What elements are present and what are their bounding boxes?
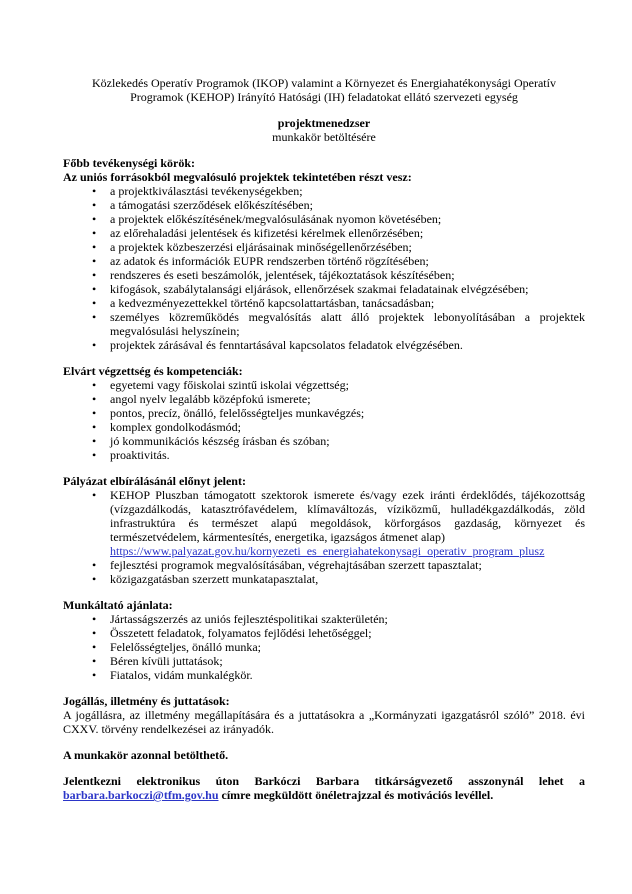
paragraph-text: Jelentkezni elektronikus úton Barkóczi Barbara titkárságvezető asszonynál lehet a bbox=[63, 774, 585, 788]
org-unit-line1: Közlekedés Operatív Programok (IKOP) valamint a Környezet és Energiahatékonysági Operatív bbox=[92, 76, 556, 90]
bullet-text: a projektek előkészítésének/megvalósulásának nyomon követésében; bbox=[110, 212, 442, 226]
list-item bbox=[110, 240, 585, 254]
bullet-text: projektek zárásával és fenntartásával kapcsolatos feladatok elvégzésében. bbox=[110, 338, 463, 352]
bullet-text: komplex gondolkodásmód; bbox=[110, 420, 241, 434]
list-item bbox=[110, 282, 585, 296]
list-item bbox=[110, 434, 585, 448]
list-item bbox=[110, 612, 585, 626]
list-item bbox=[110, 268, 585, 282]
bullet-text: a kedvezményezettekkel történő kapcsolattartásban, tanácsadásban; bbox=[110, 296, 435, 310]
bullet-text: Fiatalos, vidám munkalégkör. bbox=[110, 668, 253, 682]
section-munkaltato-ajanlata bbox=[63, 598, 585, 682]
list-item bbox=[110, 558, 585, 572]
bullet-text: rendszeres és eseti beszámolók, jelentések, tájékoztatások készítésében; bbox=[110, 268, 455, 282]
list-item bbox=[110, 378, 585, 392]
bullet-text: kifogások, szabálytalansági eljárások, ellenőrzések szakmai feladatainak elvégzésében; bbox=[110, 282, 529, 296]
section-heading: A munkakör azonnal betölthető. bbox=[63, 748, 229, 762]
paragraph-text: A jogállásra, az illetmény megállapítására és a juttatásokra a „Kormányzati igazgatásról szóló” 2018. évi CXXV. törvény rendelkezései az irányadók. bbox=[63, 708, 585, 736]
section-heading: Munkáltató ajánlata: bbox=[63, 598, 173, 612]
section-elvart-vegzettseg bbox=[63, 364, 585, 462]
bullet-text: a projektkiválasztási tevékenységekben; bbox=[110, 184, 303, 198]
list-item bbox=[110, 184, 585, 198]
list-item bbox=[110, 406, 585, 420]
list-item bbox=[110, 392, 585, 406]
bullet-text: közigazgatásban szerzett munkatapasztalat, bbox=[110, 572, 319, 586]
list-item bbox=[110, 668, 585, 682]
bullet-text: Felelősségteljes, önálló munka; bbox=[110, 640, 261, 654]
bullet-list bbox=[63, 612, 585, 682]
list-item bbox=[110, 212, 585, 226]
list-item bbox=[110, 338, 585, 352]
document-body bbox=[63, 156, 585, 802]
bullet-text: KEHOP Pluszban támogatott szektorok ismerete és/vagy ezek iránti érdeklődés, tájékozottság (vízgazdálkodás, katasztrófavédelem, klímaváltozás, víziközmű, hulladékgazdálkodás, zöld infrastruktúra és természet alapú megoldások, körforgásos gazdaság, környezet és természetvédelem, kármentesítés, energetika, igazságos átmenet alap) bbox=[110, 488, 585, 544]
bullet-list bbox=[63, 488, 585, 586]
bullet-text: Összetett feladatok, folyamatos fejlődési lehetőséggel; bbox=[110, 626, 372, 640]
bullet-text: proaktivitás. bbox=[110, 448, 170, 462]
list-item bbox=[110, 420, 585, 434]
position-subtitle: munkakör betöltésére bbox=[272, 130, 376, 144]
list-item bbox=[110, 448, 585, 462]
section-jelentkezes bbox=[63, 774, 585, 802]
bullet-text: személyes közreműködés megvalósítás alatt álló projektek lebonyolításában a projektek megvalósulási helyszínein; bbox=[110, 310, 585, 338]
section-jogallas-illetmeny bbox=[63, 694, 585, 736]
paragraph bbox=[63, 774, 585, 802]
section-heading: Jogállás, illetmény és juttatások: bbox=[63, 694, 230, 708]
bullet-text: Béren kívüli juttatások; bbox=[110, 654, 223, 668]
section-heading: Főbb tevékenységi körök: bbox=[63, 156, 195, 170]
bullet-text: a támogatási szerződések előkészítésében; bbox=[110, 198, 313, 212]
list-item bbox=[110, 640, 585, 654]
bullet-text: jó kommunikációs készség írásban és szóban; bbox=[110, 434, 330, 448]
list-item bbox=[110, 310, 585, 338]
bullet-text: pontos, precíz, önálló, felelősségteljes munkavégzés; bbox=[110, 406, 365, 420]
bullet-text: angol nyelv legalább középfokú ismerete; bbox=[110, 392, 311, 406]
section-heading: Elvárt végzettség és kompetenciák: bbox=[63, 364, 243, 378]
bullet-text: egyetemi vagy főiskolai szintű iskolai végzettség; bbox=[110, 378, 349, 392]
section-palyazat-elbiralasa bbox=[63, 474, 585, 586]
section-heading: Pályázat elbírálásánál előnyt jelent: bbox=[63, 474, 246, 488]
bullet-list bbox=[63, 378, 585, 462]
list-item bbox=[110, 226, 585, 240]
position-title-block bbox=[63, 116, 585, 144]
org-unit-line2: Programok (KEHOP) Irányító Hatósági (IH) feladatokat ellátó szervezeti egység bbox=[130, 90, 518, 104]
list-item bbox=[110, 198, 585, 212]
bullet-text: fejlesztési programok megvalósításában, végrehajtásában szerzett tapasztalat; bbox=[110, 558, 482, 572]
bullet-text: az előrehaladási jelentések és kifizetési kérelmek ellenőrzésében; bbox=[110, 226, 424, 240]
email-link[interactable]: barbara.barkoczi@tfm.gov.hu bbox=[63, 788, 219, 802]
bullet-text: a projektek közbeszerzési eljárásainak minőségellenőrzésében; bbox=[110, 240, 412, 254]
bullet-list bbox=[63, 184, 585, 352]
paragraph-text: címre megküldött önéletrajzzal és motivációs levéllel. bbox=[218, 788, 494, 802]
section-heading: Az uniós forrásokból megvalósuló projektek tekintetében részt vesz: bbox=[63, 170, 412, 184]
document-header bbox=[63, 76, 585, 104]
list-item bbox=[110, 626, 585, 640]
list-item bbox=[110, 488, 585, 558]
program-url-link[interactable]: https://www.palyazat.gov.hu/kornyezeti_es_energiahatekonysagi_operativ_program_plusz bbox=[110, 544, 545, 558]
bullet-text: Jártasságszerzés az uniós fejlesztéspolitikai szakterületén; bbox=[110, 612, 388, 626]
bullet-text: az adatok és információk EUPR rendszerben történő rögzítésében; bbox=[110, 254, 429, 268]
list-item bbox=[110, 572, 585, 586]
list-item bbox=[110, 654, 585, 668]
paragraph bbox=[63, 708, 585, 736]
section-fobb-tevekenysegi-korok bbox=[63, 156, 585, 352]
list-item bbox=[110, 254, 585, 268]
section-munkakor-betoltheto bbox=[63, 748, 585, 762]
list-item bbox=[110, 296, 585, 310]
position-title: projektmenedzser bbox=[277, 116, 371, 130]
